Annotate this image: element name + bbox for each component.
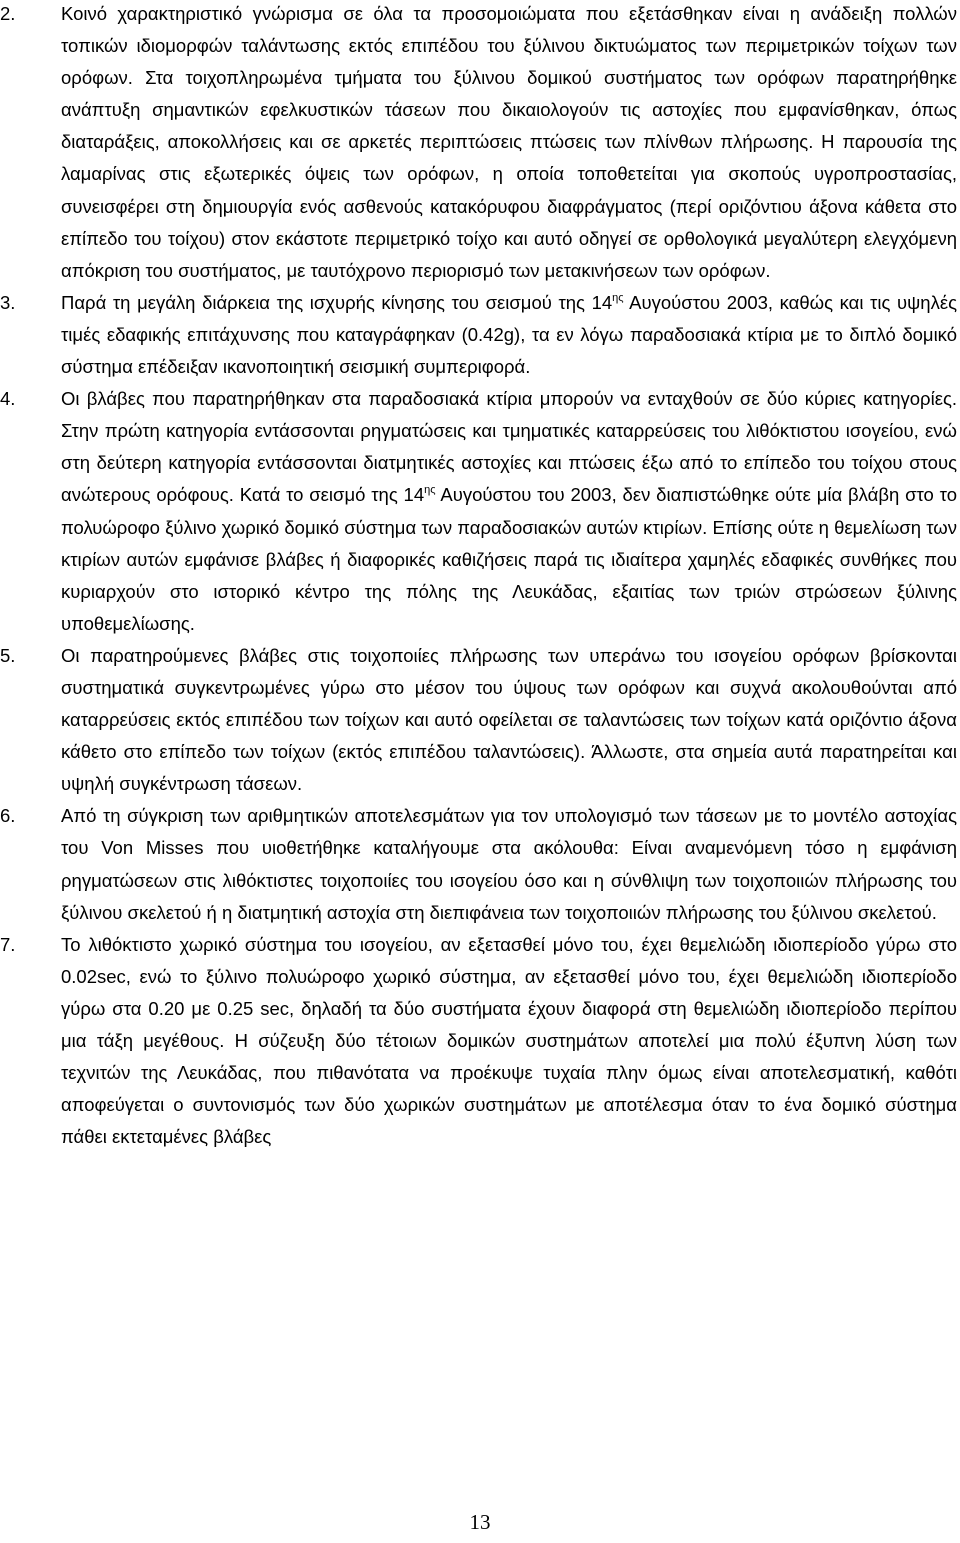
ordinal-superscript: ης (612, 291, 624, 304)
list-item (0, 640, 957, 800)
item-text: Παρά τη μεγάλη διάρκεια της ισχυρής κίνησης του σεισμού της 14 (61, 291, 613, 313)
item-text: Οι βλάβες που παρατηρήθηκαν στα παραδοσιακά κτίρια μπορούν να ενταχθούν σε δύο κύριες κατηγορίες. Στην πρώτη κατηγορία εντάσσονται ρηγματώσεις και τμηματικές καταρρεύσεις του λιθόκτιστου ισογείου, ενώ στη δεύτερη κατηγορία εντάσσονται διατμητικές αστοχίες και πτώσεις έξω από το επίπεδο του τοίχου στους ανώτερους ορόφους. Κατά το σεισμό της 14 (61, 388, 957, 506)
list-item (0, 929, 957, 1154)
item-number: 4. (0, 388, 16, 410)
item-number: 5. (0, 644, 16, 666)
list-item (0, 800, 957, 928)
item-text: Αυγούστου του 2003, δεν διαπιστώθηκε ούτε μία βλάβη στο το πολυώροφο ξύλινο χωρικό δομικό σύστημα των παραδοσιακών αυτών κτιρίων. Επίσης ούτε η θεμελίωση των κτιρίων αυτών εμφάνισε βλάβες ή διαφορικές καθιζήσεις παρά τις ιδιαίτερα χαμηλές εδαφικές συνθήκες που κυριαρχούν στο ιστορικό κέντρο της πόλης της Λευκάδας, εξαιτίας των τριών στρώσεων ξύλινης υποθεμελίωσης. (61, 484, 957, 634)
list-item (0, 287, 957, 383)
item-text: Οι παρατηρούμενες βλάβες στις τοιχοποιίες πλήρωσης των υπεράνω του ισογείου ορόφων βρίσκονται συστηματικά συγκεντρωμένες γύρω στο μέσον του ύψους των ορόφων και συχνά ακολουθούνται από καταρρεύσεις εκτός επιπέδου των τοίχων και αυτό οφείλεται σε ταλαντώσεις των τοίχων κατά οριζόντιο άξονα κάθετο στο επίπεδο των τοίχων (εκτός επιπέδου ταλαντώσεις). Άλλωστε, στα σημεία αυτά παρατηρείται και υψηλή συγκέντρωση τάσεων. (61, 644, 957, 795)
list-item (0, 0, 957, 287)
page-number: 13 (469, 1510, 491, 1534)
item-number: 3. (0, 291, 16, 313)
item-text: Από τη σύγκριση των αριθμητικών αποτελεσμάτων για τον υπολογισμό των τάσεων με το μοντέλο αστοχίας του Von Misses που υιοθετήθηκε καταλήγουμε στα ακόλουθα: Είναι αναμενόμενη τόσο η εμφάνιση ρηγματώσεων στις λιθόκτιστες τοιχοποιίες του ισογείου όσο και η σύνθλιψη των τοιχοποιιών πλήρωσης του ξύλινου σκελετού ή η διατμητική αστοχία στη διεπιφάνεια των τοιχοποιιών πλήρωσης του ξύλινου σκελετού. (61, 805, 957, 923)
item-number: 7. (0, 933, 16, 955)
item-text: Κοινό χαρακτηριστικό γνώρισμα σε όλα τα προσομοιώματα που εξετάσθηκαν είναι η ανάδειξη πολλών τοπικών ιδιομορφών ταλάντωσης εκτός επιπέδου του ξύλινου δικτυώματος των περιμετρικών τοίχων των ορόφων. Στα τοιχοπληρωμένα τμήματα του ξύλινου δομικού συστήματος των ορόφων παρατηρήθηκε ανάπτυξη σημαντικών εφελκυστικών τάσεων που δικαιολογούν τις αστοχίες που εμφανίσθηκαν, όπως διαταράξεις, αποκολλήσεις και σε αρκετές περιπτώσεις πτώσεις των πλίνθων πλήρωσης. Η παρουσία της λαμαρίνας στις εξωτερικές όψεις των ορόφων, η οποία τοποθετείται για σκοπούς υγροπροστασίας, συνεισφέρει στη δημιουργία ενός ασθενούς κατακόρυφου διαφράγματος (περί οριζόντιου άξονα κάθετα στο επίπεδο του τοίχου) στον εκάστοτε περιμετρικό τοίχο και αυτό οδηγεί σε ορθολογικά μεγαλύτερη ελεγχόμενη απόκριση του συστήματος, με ταυτόχρονο περιορισμό των μετακινήσεων των ορόφων. (61, 3, 957, 281)
list-item (0, 383, 957, 640)
item-number: 2. (0, 3, 16, 24)
ordinal-superscript: ης (424, 484, 436, 497)
item-text: Το λιθόκτιστο χωρικό σύστημα του ισογείου, αν εξετασθεί μόνο του, έχει θεμελιώδη ιδιοπερίοδο γύρω στο 0.02sec, ενώ το ξύλινο πολυώροφο χωρικό σύστημα, αν εξετασθεί μόνο του, έχει θεμελιώδη ιδιοπερίοδο γύρω στα 0.20 με 0.25 sec, δηλαδή τα δύο συστήματα έχουν διαφορά στη θεμελιώδη ιδιοπερίοδο περίπου μια τάξη μεγέθους. Η σύζευξη δύο τέτοιων δομικών συστημάτων αποτελεί μια πολύ έξυπνη λύση των τεχνιτών της Λευκάδας, που πιθανότατα να προέκυψε τυχαία πλην όμως είναι αποτελεσματική, καθότι αποφεύγεται ο συντονισμός των δύο χωρικών συστημάτων με αποτέλεσμα όταν το ένα δομικό σύστημα πάθει εκτεταμένες βλάβες (61, 933, 957, 1148)
item-text: Αυγούστου 2003, καθώς και τις υψηλές τιμές εδαφικής επιτάχυνσης που καταγράφηκαν (0.42g), τα εν λόγω παραδοσιακά κτίρια με το διπλό δομικό σύστημα επέδειξαν ικανοποιητική σεισμική συμπεριφορά. (61, 291, 957, 378)
item-number: 6. (0, 805, 16, 827)
